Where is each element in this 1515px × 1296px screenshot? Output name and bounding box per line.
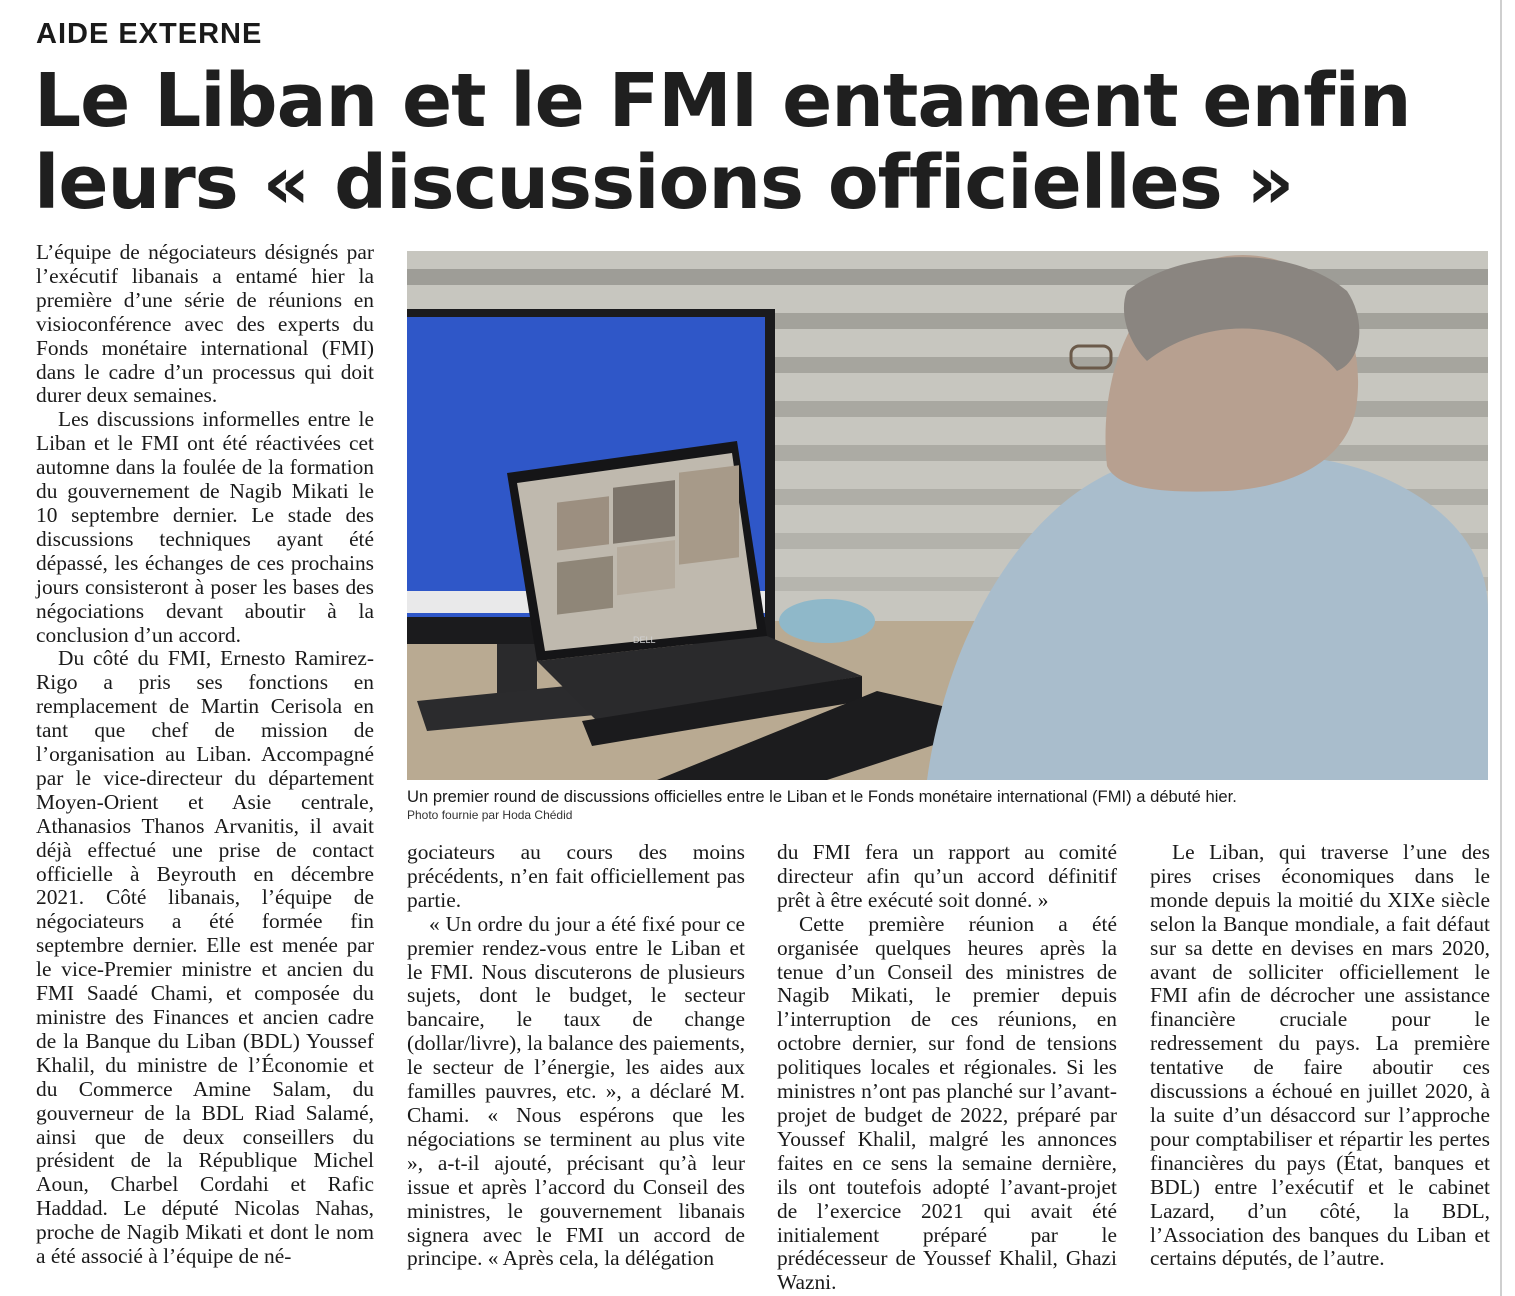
photo-caption: Un premier round de discussions officielles entre le Liban et le Fonds monétaire international (FMI) a débuté hier. [407,787,1237,806]
paragraph: Les discussions informelles entre le Liban et le FMI ont été réactivées cet automne dans la foulée de la formation du gouvernement de Nagib Mikati le 10 septembre dernier. Le stade des discussions techniques ayant été dépassé, les échanges de ces prochains jours consisteront à poser les bases des négociations devant aboutir à la conclusion d’un accord. [36,407,374,647]
headline: Le Liban et le FMI entament enfin leurs « discussions officielles » [34,58,1411,226]
laptop-brand: DELL [633,635,656,645]
paragraph: L’équipe de négociateurs désignés par l’exécutif libanais a entamé hier la première d’une série de réunions en visioconférence avec des experts du Fonds monétaire international (FMI) dans le cadre d’un processus qui doit durer deux semaines. [36,240,374,408]
article-column-1 [36,241,374,1269]
page-edge-rule [1500,0,1502,1296]
article-column-3 [777,841,1117,1295]
paragraph: « Un ordre du jour a été fixé pour ce premier rendez-vous entre le Liban et le FMI. Nous discuterons de plusieurs sujets, dont le budget, le secteur bancaire, le taux de change (dollar/livre), la balance des paiements, le secteur de l’énergie, les aides aux familles pauvres, etc. », a déclaré M. Chami. « Nous espérons que les négociations se terminent au plus vite », a-t-il ajouté, précisant qu’à leur issue et après l’accord du Conseil des ministres, le gouvernement libanais signera avec le FMI un accord de principe. « Après cela, la délégation [407,911,745,1271]
photo-credit: Photo fournie par Hoda Chédid [407,808,573,822]
face-mask [779,599,875,643]
article-column-4 [1150,841,1490,1271]
section-label: AIDE EXTERNE [36,18,263,50]
paragraph: Le Liban, qui traverse l’une des pires crises économiques dans le monde depuis la moitié du XIXe siècle selon la Banque mondiale, a fait défaut sur sa dette en devises en mars 2020, avant de solliciter officiellement le FMI afin de décrocher une assistance financière cruciale pour le redressement du pays. La première tentative de faire aboutir ces discussions a échoué en juillet 2020, à la suite d’un désaccord sur l’approche pour comptabiliser et répartir les pertes financières du pays (État, banques et BDL) entre l’exécutif et le cabinet Lazard, d’un côté, la BDL, l’Association des banques du Liban et certains députés, de l’autre. [1150,840,1490,1271]
article-photo [407,251,1488,780]
paragraph: Cette première réunion a été organisée quelques heures après la tenue d’un Conseil des ministres de Nagib Mikati, le premier depuis l’interruption de ces réunions, en octobre dernier, sur fond de tensions politiques locales et régionales. Si les ministres n’ont pas planché sur l’avant-projet de budget de 2022, préparé par Youssef Khalil, malgré les annonces faites en ce sens la semaine dernière, ils ont toutefois adopté l’avant-projet de l’exercice 2021 qui avait été initialement préparé par le prédécesseur de Youssef Khalil, Ghazi Wazni. [777,911,1117,1295]
paragraph: Du côté du FMI, Ernesto Ramirez-Rigo a pris ses fonctions en remplacement de Martin Cerisola en tant que chef de mission de l’organisation au Liban. Accompagné par le vice-directeur du département Moyen-Orient et Asie centrale, Athanasios Thanos Arvanitis, il avait déjà effectué une prise de contact officielle à Beyrouth en décembre 2021. Côté libanais, l’équipe de négociateurs a été formée fin septembre dernier. Elle est menée par le vice-Premier ministre et ancien du FMI Saadé Chami, et composée du ministre des Finances et ancien cadre de la Banque du Liban (BDL) Youssef Khalil, du ministre de l’Économie et du Commerce Amine Salam, du gouverneur de la BDL Riad Salamé, ainsi que de deux conseillers du président de la République Michel Aoun, Charbel Cordahi et Rafic Haddad. Le député Nicolas Nahas, proche de Nagib Mikati et dont le nom a été associé à l’équipe de né- [36,646,374,1269]
photo-illustration [407,251,1488,780]
paragraph: gociateurs au cours des moins précédents, n’en fait officiellement pas partie. [407,840,745,912]
article-column-2 [407,841,745,1271]
paragraph: du FMI fera un rapport au comité directeur afin qu’un accord définitif prêt à être exécuté soit donné. » [777,840,1117,912]
